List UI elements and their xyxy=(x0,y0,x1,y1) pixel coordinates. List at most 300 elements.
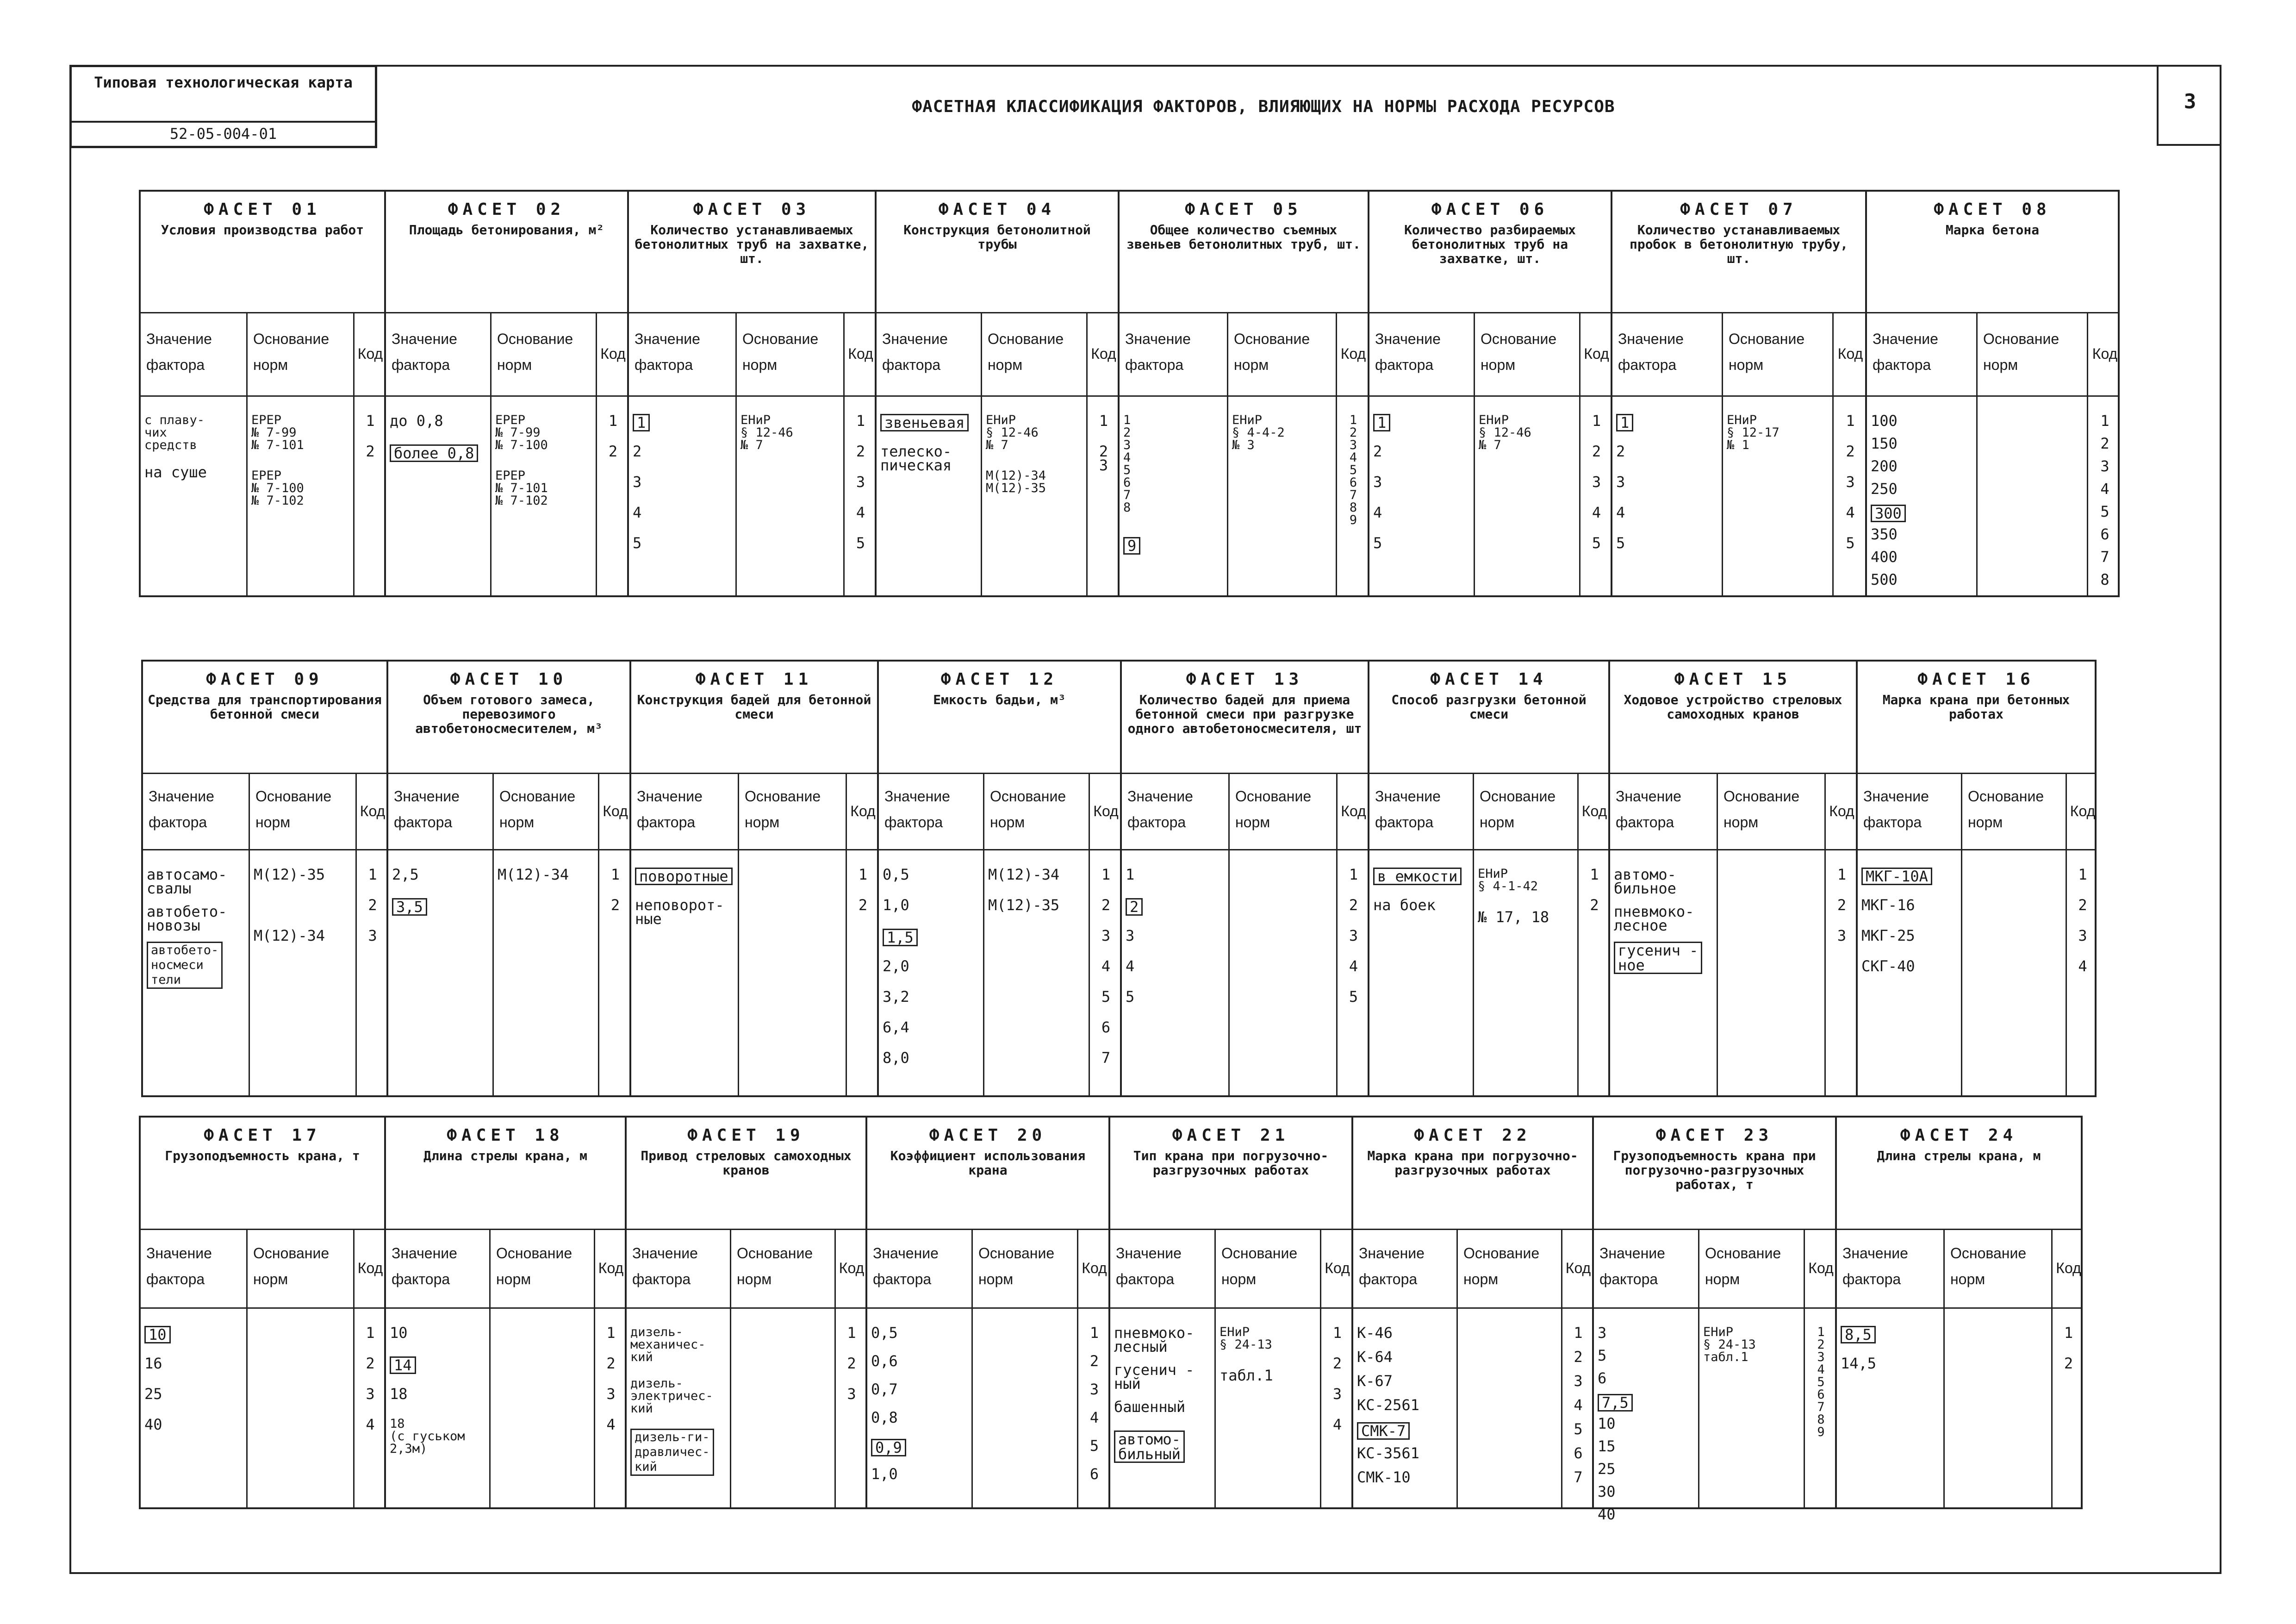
column-header-value xyxy=(1122,773,1230,849)
facet-header xyxy=(141,192,384,313)
column-header-basis xyxy=(1458,1229,1562,1307)
column-label-code: Код xyxy=(1325,1260,1350,1276)
code-value: 3 xyxy=(1101,927,1111,944)
selected-value: 14 xyxy=(390,1356,416,1374)
code-value: 5 xyxy=(2100,503,2109,520)
column-header-basis xyxy=(731,1229,836,1307)
facet-name: Конструкция бадей для бетонной смеси xyxy=(637,692,871,722)
column-header-value xyxy=(631,773,739,849)
value-text: с плаву- чих средств xyxy=(144,413,205,452)
cell-text xyxy=(1478,868,1575,893)
selected-value: гусенич - ное xyxy=(1614,942,1702,974)
cell-text xyxy=(1232,414,1334,451)
value-text: 4 xyxy=(633,504,642,521)
code-value: 2 xyxy=(1846,443,1855,460)
facet-header xyxy=(1120,192,1368,313)
code-value: 4 xyxy=(2100,480,2109,498)
cell-text xyxy=(1479,414,1577,451)
column-label-code: Код xyxy=(357,345,383,362)
code-value: 5 xyxy=(1101,988,1111,1006)
value-text: табл.1 xyxy=(1220,1367,1273,1384)
selected-value: 9 xyxy=(1123,537,1140,555)
value-text: неповорот- ные xyxy=(635,896,724,928)
column-header-code xyxy=(1338,773,1369,849)
cell-text xyxy=(633,444,734,458)
column-label-code: Код xyxy=(1829,803,1854,819)
code-value: 1 xyxy=(2100,412,2109,430)
facet-body xyxy=(1867,395,2118,595)
column-label-value: Значение фактора xyxy=(1375,331,1441,373)
column-value xyxy=(1353,1307,1458,1507)
cell-text xyxy=(144,1418,244,1431)
column-header-code xyxy=(597,312,629,395)
column-label-basis: Основание норм xyxy=(1463,1245,1540,1287)
cell-text xyxy=(871,1354,970,1368)
cell-text xyxy=(1114,1400,1213,1414)
column-label-basis: Основание норм xyxy=(745,788,821,831)
value-text: 0,7 xyxy=(871,1380,898,1398)
column-value xyxy=(1858,849,1962,1095)
value-text: МКГ-16 xyxy=(1861,896,1915,914)
cell-text xyxy=(1616,414,1720,431)
value-text: 5 xyxy=(1373,534,1382,552)
column-label-code: Код xyxy=(1341,803,1366,819)
column-header-basis xyxy=(982,312,1088,395)
value-text: 4 xyxy=(1373,504,1382,521)
cell-text xyxy=(1871,573,1974,587)
facet-21 xyxy=(1108,1116,1351,1509)
facet-id: ФАСЕТ 14 xyxy=(1430,670,1548,689)
facet-id: ФАСЕТ 09 xyxy=(206,670,324,689)
cell-text xyxy=(495,414,594,451)
code-value: 5 xyxy=(1089,1437,1099,1455)
cell-text xyxy=(630,1429,728,1476)
value-text: 3 xyxy=(1598,1324,1607,1342)
value-text: 500 xyxy=(1871,571,1898,588)
cell-text xyxy=(986,469,1084,494)
facet-body xyxy=(627,1307,865,1507)
column-header-value xyxy=(386,1229,491,1307)
facet-column-headers xyxy=(388,773,629,850)
cell-text xyxy=(1871,527,1974,541)
cell-text xyxy=(880,444,979,472)
cell-text xyxy=(144,465,244,479)
column-basis xyxy=(1230,849,1338,1095)
column-label-code: Код xyxy=(600,345,626,362)
cell-text xyxy=(740,414,841,451)
value-text: 8,0 xyxy=(883,1049,909,1067)
column-code xyxy=(1562,1307,1594,1507)
column-value xyxy=(877,395,982,595)
facet-name: Площадь бетонирования, м² xyxy=(409,222,604,237)
facet-body xyxy=(1122,849,1368,1095)
facet-name: Способ разгрузки бетонной смеси xyxy=(1391,692,1587,722)
selected-value: 1,5 xyxy=(883,929,918,946)
facet-id: ФАСЕТ 08 xyxy=(1934,200,2051,219)
column-label-basis: Основание норм xyxy=(1724,788,1800,831)
cell-text xyxy=(988,898,1087,912)
code-value: 2 xyxy=(610,896,620,914)
column-basis xyxy=(982,395,1088,595)
facet-column-headers xyxy=(1110,1229,1351,1309)
column-header-value xyxy=(627,1229,731,1307)
facet-header xyxy=(143,662,386,774)
selected-value: более 0,8 xyxy=(390,444,478,462)
column-code xyxy=(597,395,629,595)
cell-text xyxy=(1373,536,1472,550)
code-value: 4 xyxy=(606,1416,616,1433)
column-label-basis: Основание норм xyxy=(253,1245,330,1287)
code-value: 1 xyxy=(1592,412,1601,430)
value-text: ЕНиР § 24-13 xyxy=(1220,1325,1272,1352)
code-value: 2 xyxy=(1592,443,1601,460)
code-value: 1 xyxy=(1846,412,1855,430)
cell-text xyxy=(871,1467,970,1481)
cell-text xyxy=(390,444,488,462)
column-header-basis xyxy=(739,773,847,849)
value-text: 100 xyxy=(1871,412,1898,430)
cell-text xyxy=(1373,444,1472,458)
stamp-title: Типовая технологическая карта xyxy=(94,74,353,91)
code-value: 3 xyxy=(1837,927,1847,944)
code-value: 3 xyxy=(368,927,377,944)
facet-id: ФАСЕТ 15 xyxy=(1674,670,1792,689)
column-header-value xyxy=(879,773,984,849)
cell-text xyxy=(1598,1349,1696,1362)
selected-value: 8,5 xyxy=(1841,1326,1876,1343)
column-value xyxy=(631,849,739,1095)
facet-id: ФАСЕТ 23 xyxy=(1655,1126,1773,1145)
column-code xyxy=(355,1307,386,1507)
value-text: ЕНиР § 24-13 табл.1 xyxy=(1703,1325,1756,1364)
value-text: 350 xyxy=(1871,525,1898,543)
cell-text xyxy=(1616,444,1720,458)
column-label-value: Значение фактора xyxy=(882,331,948,373)
facet-header xyxy=(877,192,1118,313)
column-header-code xyxy=(599,773,631,849)
column-header-code xyxy=(1580,312,1612,395)
facet-name: Конструкция бетонолитной трубы xyxy=(903,222,1091,252)
column-header-code xyxy=(355,1229,386,1307)
column-label-basis: Основание норм xyxy=(499,788,576,831)
cell-text xyxy=(1373,868,1471,885)
cell-text xyxy=(1703,1326,1802,1363)
column-label-code: Код xyxy=(848,345,873,362)
code-value: 2 xyxy=(1332,1355,1342,1372)
column-value xyxy=(143,849,250,1095)
value-text: 250 xyxy=(1871,480,1898,498)
facet-7 xyxy=(1611,190,1865,597)
value-text: № 17, 18 xyxy=(1478,908,1549,926)
facet-name: Количество устанавливаемых пробок в бетонолитную трубу, шт. xyxy=(1629,222,1848,266)
facet-id: ФАСЕТ 12 xyxy=(940,670,1058,689)
cell-text xyxy=(630,1326,728,1363)
column-basis xyxy=(973,1307,1078,1507)
cell-text xyxy=(1871,505,1974,522)
facet-column-headers xyxy=(1369,312,1611,397)
column-label-basis: Основание норм xyxy=(497,331,573,373)
column-basis xyxy=(248,1307,355,1507)
cell-text xyxy=(1373,475,1472,489)
value-text: 40 xyxy=(1598,1505,1616,1523)
column-code xyxy=(1321,1307,1353,1507)
column-value xyxy=(629,395,737,595)
column-label-code: Код xyxy=(839,1260,865,1276)
column-code xyxy=(599,849,631,1095)
column-label-basis: Основание норм xyxy=(1983,331,2060,373)
facet-header xyxy=(867,1118,1108,1230)
cell-text xyxy=(1357,1326,1455,1340)
column-header-code xyxy=(1826,773,1858,849)
value-text: 10 xyxy=(1598,1415,1616,1432)
column-header-basis xyxy=(1216,1229,1321,1307)
facet-header xyxy=(1369,192,1611,313)
facet-name: Средства для транспортирования бетонной смеси xyxy=(148,692,382,722)
code-value: 3 xyxy=(1592,473,1601,491)
value-text: до 0,8 xyxy=(390,412,443,430)
column-label-code: Код xyxy=(357,1260,383,1276)
facet-header xyxy=(1610,662,1856,774)
facet-name: Грузоподъемность крана, т xyxy=(165,1148,360,1163)
facet-id: ФАСЕТ 06 xyxy=(1431,200,1549,219)
column-label-code: Код xyxy=(598,1260,624,1276)
title-stamp xyxy=(69,65,377,148)
code-value: 2 xyxy=(366,1355,375,1372)
column-label-value: Значение фактора xyxy=(632,1245,698,1287)
column-value xyxy=(386,1307,491,1507)
facet-body xyxy=(141,1307,384,1507)
facet-id: ФАСЕТ 19 xyxy=(687,1126,805,1145)
column-header-basis xyxy=(1228,312,1337,395)
column-basis xyxy=(1216,1307,1321,1507)
cell-text xyxy=(1614,868,1715,895)
cell-text xyxy=(147,942,247,989)
cell-text xyxy=(1598,1462,1696,1476)
column-label-code: Код xyxy=(1837,345,1863,362)
code-value: 2 xyxy=(366,443,375,460)
selected-value: МКГ-10А xyxy=(1861,868,1932,885)
cell-text xyxy=(633,475,734,489)
value-text: М(12)-34 xyxy=(988,866,1060,883)
selected-value: дизель-ги- дравличес- кий xyxy=(630,1429,714,1476)
facet-header xyxy=(386,192,627,313)
value-text: 4 xyxy=(1126,957,1135,975)
selected-value: 7,5 xyxy=(1598,1394,1633,1412)
facet-name: Марка крана при погрузочно-разгрузочных работах xyxy=(1367,1148,1578,1178)
code-value: 1 xyxy=(858,866,868,883)
value-text: башенный xyxy=(1114,1398,1186,1416)
facet-10 xyxy=(386,660,629,1097)
selected-value: 1 xyxy=(1616,414,1633,431)
facet-body xyxy=(1594,1307,1835,1523)
cell-text xyxy=(1871,482,1974,496)
code-value: 3 xyxy=(606,1385,616,1403)
value-text: 0,5 xyxy=(871,1324,898,1342)
cell-text xyxy=(1598,1439,1696,1453)
code-value: 4 xyxy=(1574,1396,1583,1414)
facet-header xyxy=(1110,1118,1351,1230)
code-value: 2 xyxy=(1574,1348,1583,1366)
column-value xyxy=(1369,849,1474,1095)
cell-text xyxy=(1114,1363,1213,1391)
code-value: 4 xyxy=(1592,504,1601,521)
cell-text xyxy=(1220,1368,1318,1382)
column-header-value xyxy=(877,312,982,395)
cell-text xyxy=(635,868,736,885)
facet-name: Общее количество съемных звеньев бетонолитных труб, шт. xyxy=(1126,222,1361,252)
facet-header xyxy=(1858,662,2095,774)
facet-12 xyxy=(877,660,1120,1097)
code-value: 5 xyxy=(1574,1420,1583,1438)
cell-text xyxy=(147,905,247,932)
code-value: 6 xyxy=(1574,1444,1583,1462)
code-value: 7 xyxy=(1101,1049,1111,1067)
code-value: 1 xyxy=(847,1324,856,1342)
facet-19 xyxy=(625,1116,865,1509)
facet-name: Ходовое устройство стреловых самоходных кранов xyxy=(1624,692,1842,722)
cell-text xyxy=(1373,898,1471,912)
value-text: ЕРЕР № 7-99 № 7-101 xyxy=(251,413,304,452)
facet-header xyxy=(388,662,629,774)
cell-text xyxy=(1126,898,1226,916)
value-text: 2 xyxy=(1373,443,1382,460)
facet-name: Привод стреловых самоходных кранов xyxy=(641,1148,852,1178)
cell-text xyxy=(1861,868,1959,885)
column-header-value xyxy=(1594,1229,1699,1307)
facet-4 xyxy=(875,190,1118,597)
column-label-value: Значение фактора xyxy=(1842,1245,1908,1287)
facet-body xyxy=(1858,849,2095,1095)
facet-header xyxy=(1594,1118,1835,1230)
column-label-value: Значение фактора xyxy=(1116,1245,1182,1287)
column-value xyxy=(627,1307,731,1507)
facet-6 xyxy=(1368,190,1611,597)
column-label-basis: Основание норм xyxy=(988,331,1064,373)
code-value: 3 xyxy=(1349,927,1358,944)
column-header-value xyxy=(629,312,737,395)
facet-header xyxy=(1122,662,1368,774)
cell-text xyxy=(1861,929,1959,943)
column-label-value: Значение фактора xyxy=(146,1245,212,1287)
column-code xyxy=(355,395,386,595)
value-text: КС-2561 xyxy=(1357,1396,1419,1414)
column-label-basis: Основание норм xyxy=(1235,788,1312,831)
facet-20 xyxy=(865,1116,1108,1509)
cell-text xyxy=(883,1051,981,1065)
code-value: 1 xyxy=(856,412,865,430)
column-value xyxy=(1369,395,1475,595)
cell-text xyxy=(1126,990,1226,1004)
facet-13 xyxy=(1120,660,1368,1097)
facet-header xyxy=(1612,192,1865,313)
column-value xyxy=(141,1307,248,1507)
cell-text xyxy=(1871,550,1974,564)
cell-text xyxy=(1598,1485,1696,1499)
column-label-basis: Основание норм xyxy=(742,331,819,373)
column-header-code xyxy=(1090,773,1122,849)
code-value: 5 xyxy=(1846,534,1855,552)
facet-body xyxy=(386,1307,625,1507)
value-text: 30 xyxy=(1598,1483,1616,1500)
facet-id: ФАСЕТ 02 xyxy=(448,200,566,219)
facet-name: Объем готового замеса, перевозимого автобетоносмесителем, м³ xyxy=(415,692,603,736)
facet-body xyxy=(1610,849,1856,1095)
code-value: 3 xyxy=(847,1385,856,1403)
column-header-code xyxy=(847,773,879,849)
value-text: 400 xyxy=(1871,548,1898,566)
code-value: 1 xyxy=(2064,1324,2073,1342)
cell-text xyxy=(1126,929,1226,943)
code-value: 5 xyxy=(1592,534,1601,552)
column-header-code xyxy=(1562,1229,1594,1307)
code-value: 3 xyxy=(1089,1380,1099,1398)
column-label-basis: Основание норм xyxy=(1481,331,1557,373)
code-value: 1 xyxy=(1089,1324,1099,1342)
cell-text xyxy=(1598,1326,1696,1340)
column-basis xyxy=(1718,849,1826,1095)
facet-id: ФАСЕТ 16 xyxy=(1917,670,2035,689)
cell-text xyxy=(635,898,736,926)
code-value: 4 xyxy=(1349,957,1358,975)
column-header-basis xyxy=(250,773,357,849)
column-label-code: Код xyxy=(1808,1260,1834,1276)
value-text: 0,5 xyxy=(883,866,909,883)
column-label-basis: Основание норм xyxy=(1221,1245,1298,1287)
cell-text xyxy=(1841,1356,1941,1370)
facet-3 xyxy=(627,190,875,597)
column-code xyxy=(2067,849,2098,1095)
column-label-basis: Основание норм xyxy=(1729,331,1805,373)
selected-value: 10 xyxy=(144,1326,171,1343)
code-value: 1 xyxy=(1099,412,1108,430)
column-basis xyxy=(1723,395,1834,595)
code-value: 4 xyxy=(1101,957,1111,975)
selected-value: СМК-7 xyxy=(1357,1422,1410,1440)
facet-column-headers xyxy=(386,312,627,397)
cell-text xyxy=(1114,1326,1213,1354)
column-label-value: Значение фактора xyxy=(392,1245,457,1287)
column-header-code xyxy=(1321,1229,1353,1307)
column-code xyxy=(1078,1307,1110,1507)
column-header-basis xyxy=(1978,312,2088,395)
facet-name: Марка бетона xyxy=(1945,222,2040,237)
value-text: пневмоко- лесный xyxy=(1114,1324,1195,1355)
cell-text xyxy=(1616,506,1720,519)
column-label-value: Значение фактора xyxy=(149,788,214,831)
facet-body xyxy=(629,395,875,595)
facet-header xyxy=(1369,662,1608,774)
value-text: 3 xyxy=(633,473,642,491)
value-text: КС-3561 xyxy=(1357,1444,1419,1462)
value-text: автосамо- свалы xyxy=(147,866,227,897)
value-text: 25 xyxy=(1598,1460,1616,1478)
facet-id: ФАСЕТ 07 xyxy=(1680,200,1798,219)
facet-id: ФАСЕТ 03 xyxy=(693,200,811,219)
value-text: 18 (с гуськом 2,3м) xyxy=(390,1417,465,1456)
code-value: 2 xyxy=(856,443,865,460)
value-text: дизель- механичес- кий xyxy=(630,1325,706,1364)
column-label-code: Код xyxy=(2092,345,2118,362)
cell-text xyxy=(630,1377,728,1415)
facet-column-headers xyxy=(879,773,1120,850)
column-header-value xyxy=(1369,312,1475,395)
value-text: 0,8 xyxy=(871,1409,898,1426)
column-value xyxy=(867,1307,973,1507)
facet-header xyxy=(141,1118,384,1230)
column-basis xyxy=(1458,1307,1562,1507)
facet-body xyxy=(1837,1307,2081,1507)
value-text: 1 xyxy=(1126,866,1135,883)
